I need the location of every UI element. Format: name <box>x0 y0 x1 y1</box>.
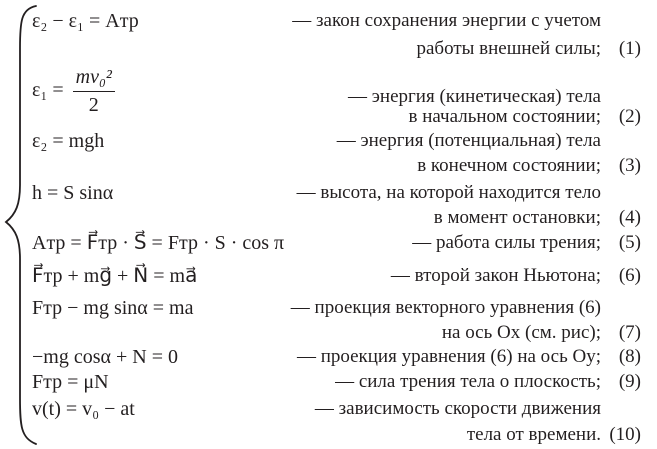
equation-row <box>0 346 657 370</box>
equation-row-continuation <box>0 106 657 130</box>
equation-row <box>0 265 657 289</box>
equation-description: — второй закон Ньютона; <box>390 265 601 286</box>
equation-description: в начальном состоянии; <box>408 106 601 127</box>
equation-row <box>0 10 657 34</box>
equation-formula: Fтр − mg sinα = ma <box>32 297 194 319</box>
equation-formula: Fтр = μN <box>32 371 109 393</box>
equation-description: тела от времени. <box>466 424 601 445</box>
equation-row <box>0 130 657 154</box>
equation-description: — сила трения тела о плоскость; <box>335 371 601 392</box>
equation-number: (3) <box>618 155 641 176</box>
equation-description: — высота, на которой находится тело <box>296 182 601 203</box>
equation-number: (8) <box>618 346 641 367</box>
equation-formula: h = S sinα <box>32 182 114 204</box>
equation-formula: ε₂ = mgh <box>32 130 105 152</box>
equation-formula: ε₂ − ε₁ = Aтр <box>32 10 139 32</box>
equation-formula: −mg cosα + N = 0 <box>32 346 178 368</box>
equation-description: — проекция уравнения (6) на ось Oy; <box>296 346 601 367</box>
equation-description: в конечном состоянии; <box>417 155 601 176</box>
equation-description: — энергия (потенциальная) тела <box>336 130 601 151</box>
equation-formula: Aтр = F⃗тр · S⃗ = Fтр · S · cos π <box>32 232 285 254</box>
equation-formula: v(t) = v₀ − at <box>32 398 135 420</box>
equation-number: (5) <box>618 232 641 253</box>
equation-description: работы внешней силы; <box>416 38 601 59</box>
equation-row <box>0 232 657 256</box>
equation-description: на ось Ox (см. рис); <box>441 322 601 343</box>
fraction-denominator: 2 <box>88 94 99 116</box>
equation-row-continuation <box>0 155 657 179</box>
equation-number: (10) <box>609 424 641 445</box>
equation-row-continuation <box>0 322 657 346</box>
equation-number: (9) <box>618 371 641 392</box>
equation-description: — работа силы трения; <box>412 232 601 253</box>
equation-row-continuation <box>0 424 657 448</box>
equation-number: (2) <box>618 106 641 127</box>
equation-number: (1) <box>618 38 641 59</box>
equation-number: (7) <box>618 322 641 343</box>
equation-description: — энергия (кинетическая) тела <box>348 86 601 107</box>
formula-lhs: ε₁ = <box>32 79 64 102</box>
equation-row <box>0 371 657 395</box>
equation-row <box>0 182 657 206</box>
equation-number: (6) <box>618 265 641 286</box>
equation-description: — закон сохранения энергии с учетом <box>292 10 601 31</box>
equation-row <box>0 297 657 321</box>
equation-number: (4) <box>618 207 641 228</box>
equation-row-continuation <box>0 207 657 231</box>
equation-description: — проекция векторного уравнения (6) <box>290 297 601 318</box>
equation-description: — зависимость скорости движения <box>314 398 601 419</box>
equation-row-continuation <box>0 38 657 62</box>
equation-description: в момент остановки; <box>433 207 601 228</box>
fraction-numerator: mv₀² <box>75 66 112 88</box>
equation-row <box>0 398 657 422</box>
equation-formula: F⃗тр + mg⃗ + N⃗ = ma⃗ <box>32 265 198 287</box>
